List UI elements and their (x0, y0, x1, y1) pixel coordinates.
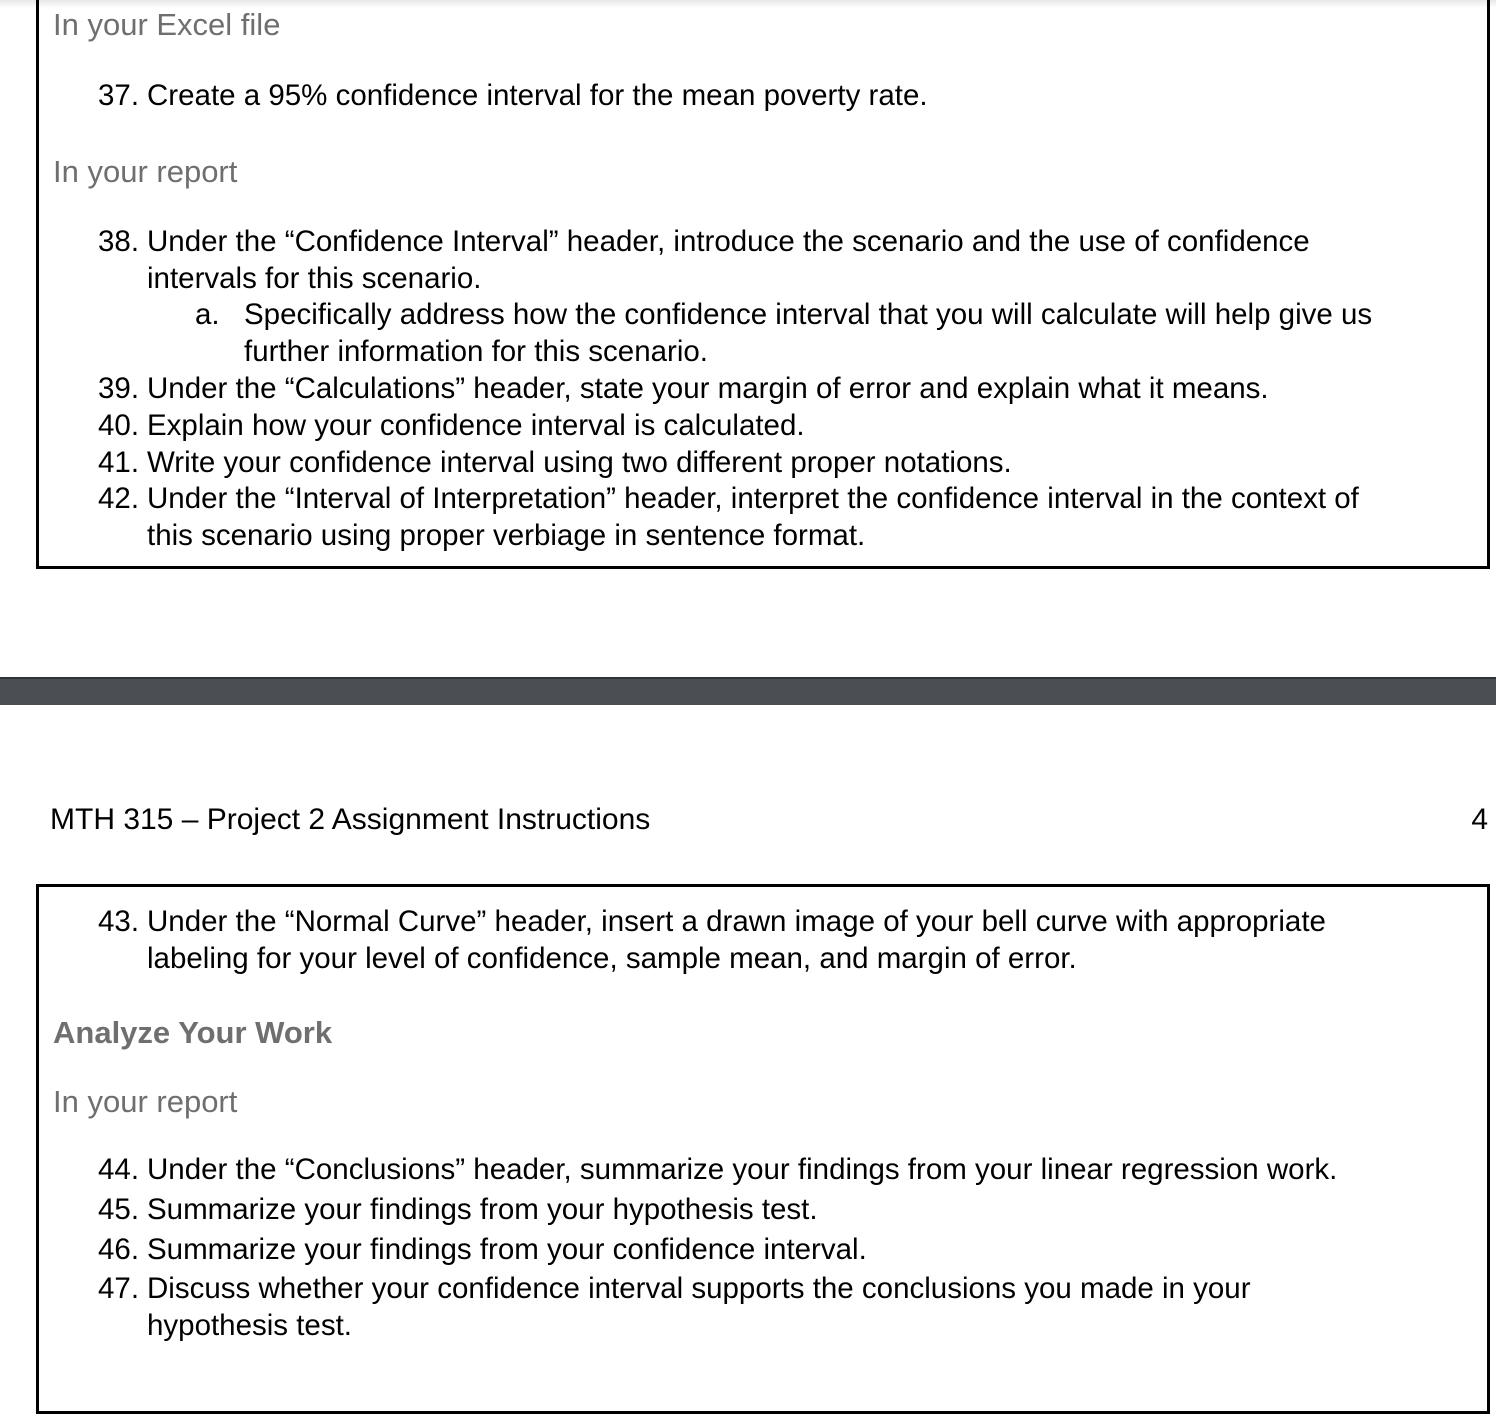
list-number: 40. (98, 409, 140, 442)
list-text: Under the “Calculations” header, state your margin of error and explain what it means. (147, 372, 1269, 405)
list-number: 41. (98, 446, 140, 479)
page-header-title: MTH 315 – Project 2 Assignment Instructions (50, 803, 651, 836)
list-text: Under the “Confidence Interval” header, introduce the scenario and the use of confidence intervals for this scenario. (147, 225, 1310, 295)
list-text: Write your confidence interval using two different proper notations. (147, 446, 1012, 479)
report-label: In your report (53, 154, 238, 189)
list-number: 43. (98, 905, 140, 938)
section-title: Analyze Your Work (53, 1015, 333, 1050)
list-text: Specifically address how the confidence interval that you will calculate will help give us further information for this scenario. (244, 298, 1373, 368)
page-number: 4 (1471, 803, 1488, 836)
list-number: 47. (98, 1272, 140, 1305)
page-separator (0, 677, 1496, 705)
list-text: Create a 95% confidence interval for the mean poverty rate. (147, 79, 928, 112)
list-number: 39. (98, 372, 140, 405)
report-label: In your report (53, 1084, 238, 1119)
list-text: Explain how your confidence interval is calculated. (147, 409, 805, 442)
list-number: 37. (98, 79, 140, 112)
instructions-box-top (36, 0, 1490, 569)
list-number: 45. (98, 1193, 140, 1226)
list-number: 46. (98, 1233, 140, 1266)
list-text: Discuss whether your confidence interval supports the conclusions you made in your hypothesis test. (147, 1272, 1251, 1342)
list-number: 44. (98, 1153, 140, 1186)
instructions-box-bottom (36, 884, 1490, 1414)
list-letter: a. (195, 298, 220, 331)
list-text: Summarize your findings from your confidence interval. (147, 1233, 867, 1266)
list-text: Under the “Interval of Interpretation” header, interpret the confidence interval in the context of this scenario using proper verbiage in sentence format. (147, 482, 1359, 552)
list-text: Under the “Normal Curve” header, insert a drawn image of your bell curve with appropriate labeling for your level of confidence, sample mean, and margin of error. (147, 905, 1326, 975)
excel-file-label: In your Excel file (53, 7, 281, 42)
list-text: Summarize your findings from your hypothesis test. (147, 1193, 818, 1226)
list-number: 42. (98, 482, 140, 515)
list-number: 38. (98, 225, 140, 258)
list-text: Under the “Conclusions” header, summarize your findings from your linear regression work. (147, 1153, 1338, 1186)
